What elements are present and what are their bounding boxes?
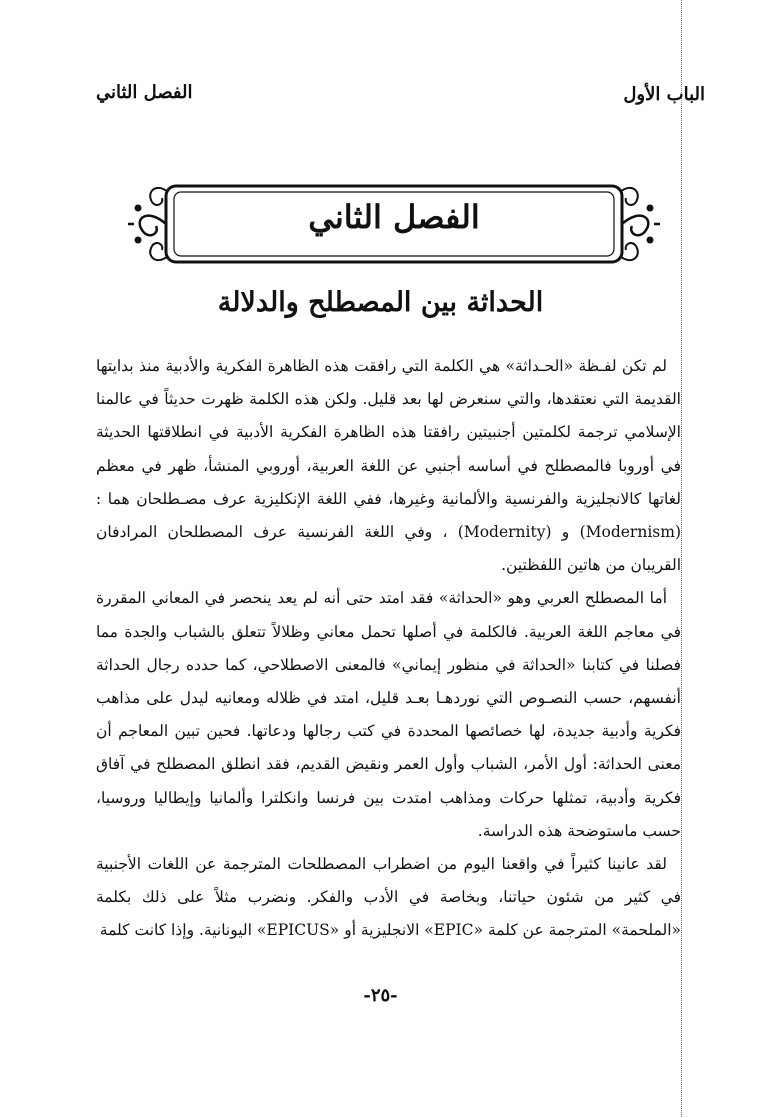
margin-rule bbox=[681, 0, 682, 1117]
paragraph: لم تكن لفـظة «الحـداثة» هي الكلمة التي رافقت هذه الظاهرة الفكرية والأدبية منذ بدايتها القديمة التي نعتقدها، والتي سنعرض لها بعد قليل. ولكن هذه الكلمة ظهرت حديثاً في عالمنا الإسلامي ترجمة لكلمتين أجنبيتين رافقتا هذه الظاهرة الفكرية الأدبية في انطلاقتها الحديثة في أوروبا فالمصطلح في أساسه أجنبي عن اللغة العربية، أوروبي المنشأ، ظهر في معظم لغاتها كالانجليزية والفرنسية والألمانية وغيرها، ففي اللغة الإنكليزية عرف مصـطلحان هما : (Modernism) و (Modernity) ، وفي اللغة الفرنسية عرف المصطلحان المرادفان القريبان من هاتين اللفظتين. bbox=[96, 357, 681, 575]
running-header-chapter: الفصل الثاني bbox=[96, 82, 193, 103]
chapter-title: الفصل الثاني bbox=[308, 198, 480, 236]
chapter-banner bbox=[128, 178, 660, 270]
body-text bbox=[96, 350, 681, 948]
section-title: الحداثة بين المصطلح والدلالة bbox=[217, 287, 544, 318]
page-number: -٢٥- bbox=[363, 985, 398, 1006]
running-header-part: الباب الأول bbox=[623, 84, 705, 105]
paragraph: لقد عانينا كثيراً في واقعنا اليوم من اضطراب المصطلحات المترجمة عن اللغات الأجنبية في كثير من شئون حياتنا، وبخاصة في الأدب والفكر. ونضرب مثلاً على ذلك بكلمة «الملحمة» المترجمة عن كلمة «EPIC» الانجليزية أو «EPICUS» اليونانية. وإذا كانت كلمة bbox=[96, 855, 681, 940]
paragraph: أما المصطلح العربي وهو «الحداثة» فقد امتد حتى أنه لم يعد ينحصر في المعاني المقررة في معاجم اللغة العربية. فالكلمة في أصلها تحمل معاني وظلالاً تتعلق بالشباب والجدة مما فصلنا في كتابنا «الحداثة في منظور إيماني» فالمعنى الاصطلاحي، كما حدده رجال الحداثة أنفسهم، حسب النصـوص التي نوردهـا بعـد قليل، امتد في ظلاله ومعانيه ليدل على مذاهب فكرية وأدبية جديدة، لها خصائصها المحددة في كتب رجالها ودعاتها. فحين تبين المعاجم أن معنى الحداثة: أول الأمر، الشباب وأول العمر ونقيض القديم، فقد انطلق المصطلح في آفاق فكرية وأدبية، تمثلها حركات ومذاهب امتدت بين فرنسا وانكلترا وألمانيا وإيطاليا وروسيا، حسب ماستوضحة هذه الدراسة. bbox=[96, 589, 681, 840]
